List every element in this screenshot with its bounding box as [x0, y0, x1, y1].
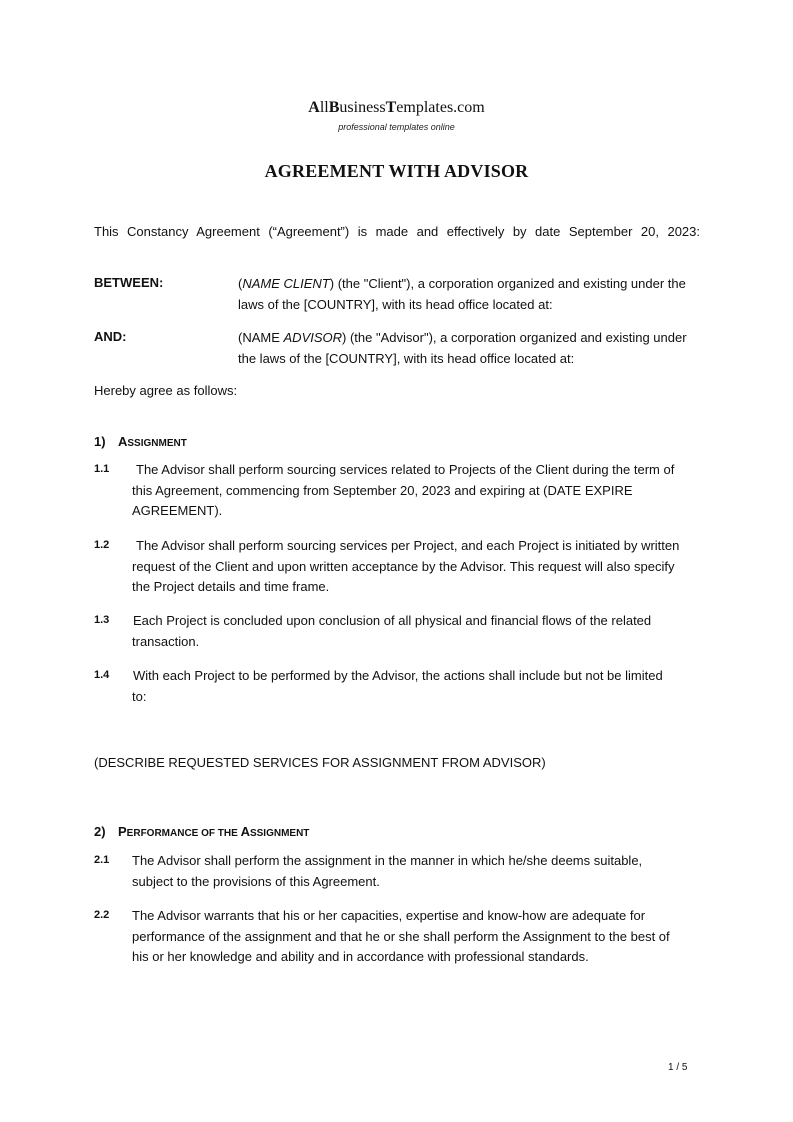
clause-number: 1.1 [94, 463, 110, 475]
document-title: AGREEMENT WITH ADVISOR [264, 161, 529, 181]
clause-2-2: The Advisor warrants that his or her capacities, expertise and know-how are adequate for performance of the assignment and that he or she shall perform the Assignment to the best of his or her knowledge and ability and in accordance with professional standards. [132, 908, 670, 964]
clause-number: 1.2 [94, 539, 110, 551]
and-text: (NAME ADVISOR) (the "Advisor"), a corporation organized and existing under the laws of the [COUNTRY], with its head office located at: [238, 330, 687, 366]
clause-1-3: Each Project is concluded upon conclusion of all physical and financial flows of the related transaction. [132, 613, 652, 649]
clause-1-1: The Advisor shall perform sourcing services related to Projects of the Client during the term of this Agreement, commencing from September 20, 2023 and expiring at (DATE EXPIRE AGREEMENT). [132, 462, 675, 518]
clause-1-4: With each Project to be performed by the Advisor, the actions shall include but not be limited to: [132, 668, 663, 704]
describe-services-placeholder: (DESCRIBE REQUESTED SERVICES FOR ASSIGNMENT FROM ADVISOR) [94, 755, 546, 770]
clause-number: 1.3 [94, 614, 110, 626]
brand-tagline: professional templates online [338, 122, 455, 132]
between-text: (NAME CLIENT) (the "Client"), a corporation organized and existing under the laws of the [COUNTRY], with its head office located at: [238, 276, 686, 312]
clause-1-2: The Advisor shall perform sourcing services per Project, and each Project is initiated by written request of the Client and upon written acceptance by the Advisor. This request will also specify the Project details and time frame. [132, 538, 680, 594]
clause-number: 2.1 [94, 854, 110, 866]
section-heading-performance: 2) PERFORMANCE OF THE ASSIGNMENT [94, 824, 310, 839]
hereby-text: Hereby agree as follows: [94, 383, 238, 398]
clause-number: 2.2 [94, 909, 110, 921]
and-label: AND: [94, 329, 127, 344]
intro-paragraph: This Constancy Agreement (“Agreement”) is made and effectively by date September 20, 2023: [94, 224, 700, 239]
page-number: 1 / 5 [668, 1062, 688, 1073]
between-label: BETWEEN: [94, 275, 164, 290]
clause-2-1: The Advisor shall perform the assignment in the manner in which he/she deems suitable, subject to the provisions of this Agreement. [132, 853, 643, 889]
brand-logo: AllBusinessTemplates.com [308, 99, 485, 116]
section-heading-assignment: 1) ASSIGNMENT [94, 434, 187, 449]
clause-number: 1.4 [94, 669, 110, 681]
